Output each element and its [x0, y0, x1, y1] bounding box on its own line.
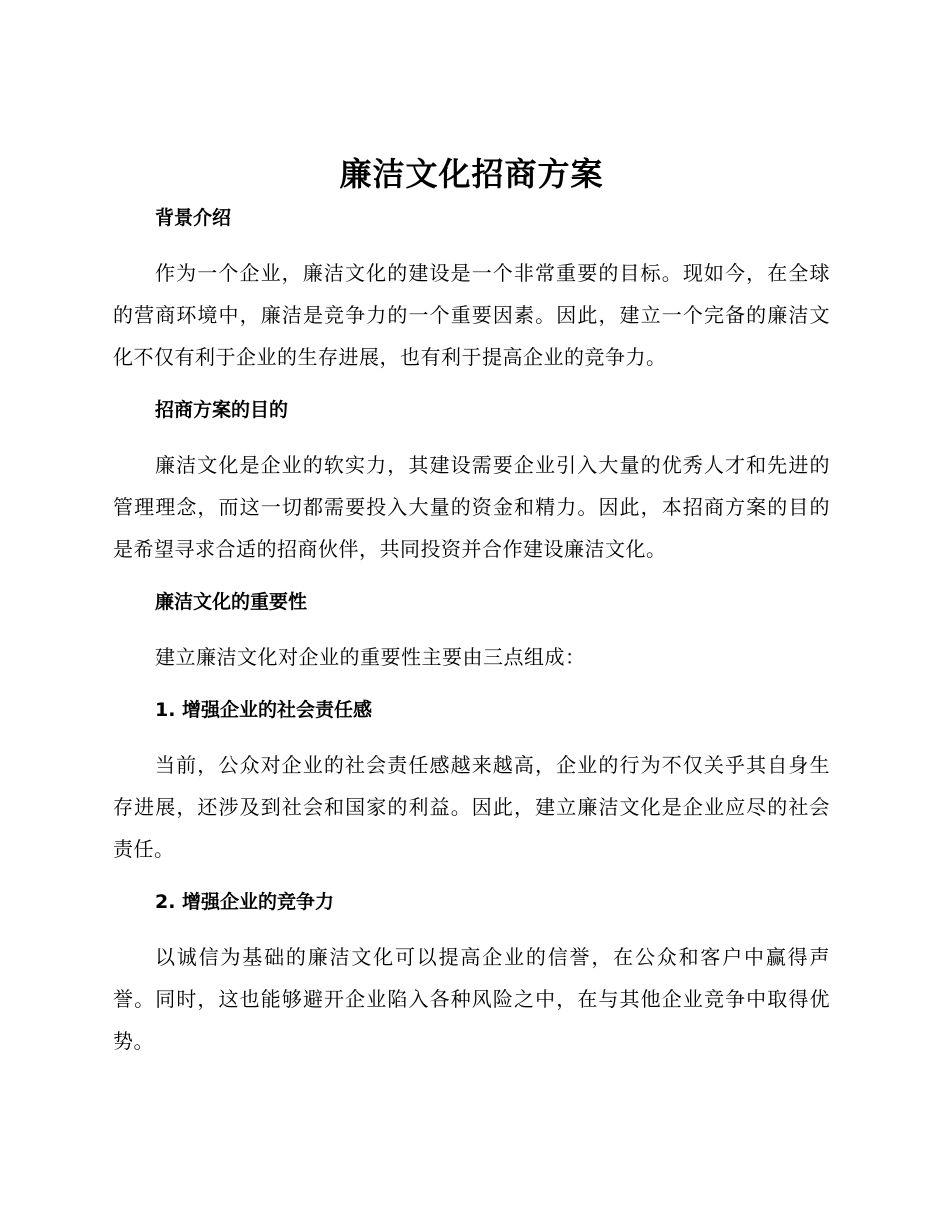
section-paragraph-competitiveness: 以诚信为基础的廉洁文化可以提高企业的信誉，在公众和客户中赢得声誉。同时，这也能够避开企业陷入各种风险之中，在与其他企业竞争中取得优势。	[113, 945, 830, 1053]
document-body	[113, 152, 830, 1078]
section-heading-purpose: 招商方案的目的	[155, 399, 289, 421]
section-paragraph-background: 作为一个企业，廉洁文化的建设是一个非常重要的目标。现如今，在全球的营商环境中，廉洁是竞争力的一个重要因素。因此，建立一个完备的廉洁文化不仅有利于企业的生存进展，也有利于提高企业的竞争力。	[113, 261, 830, 369]
section-heading-responsibility: 1. 增强企业的社会责任感	[155, 699, 373, 721]
section-paragraph-importance: 建立廉洁文化对企业的重要性主要由三点组成：	[155, 645, 586, 669]
document-title: 廉洁文化招商方案	[339, 155, 604, 193]
section-heading-competitiveness: 2. 增强企业的竞争力	[155, 891, 335, 913]
section-paragraph-purpose: 廉洁文化是企业的软实力，其建设需要企业引入大量的优秀人才和先进的管理理念，而这一切都需要投入大量的资金和精力。因此，本招商方案的目的是希望寻求合适的招商伙伴，共同投资并合作建设廉洁文化。	[113, 453, 830, 561]
section-heading-importance: 廉洁文化的重要性	[155, 591, 308, 613]
section-heading-background: 背景介绍	[155, 207, 232, 229]
section-paragraph-responsibility: 当前，公众对企业的社会责任感越来越高，企业的行为不仅关乎其自身生存进展，还涉及到社会和国家的利益。因此，建立廉洁文化是企业应尽的社会责任。	[113, 753, 830, 861]
